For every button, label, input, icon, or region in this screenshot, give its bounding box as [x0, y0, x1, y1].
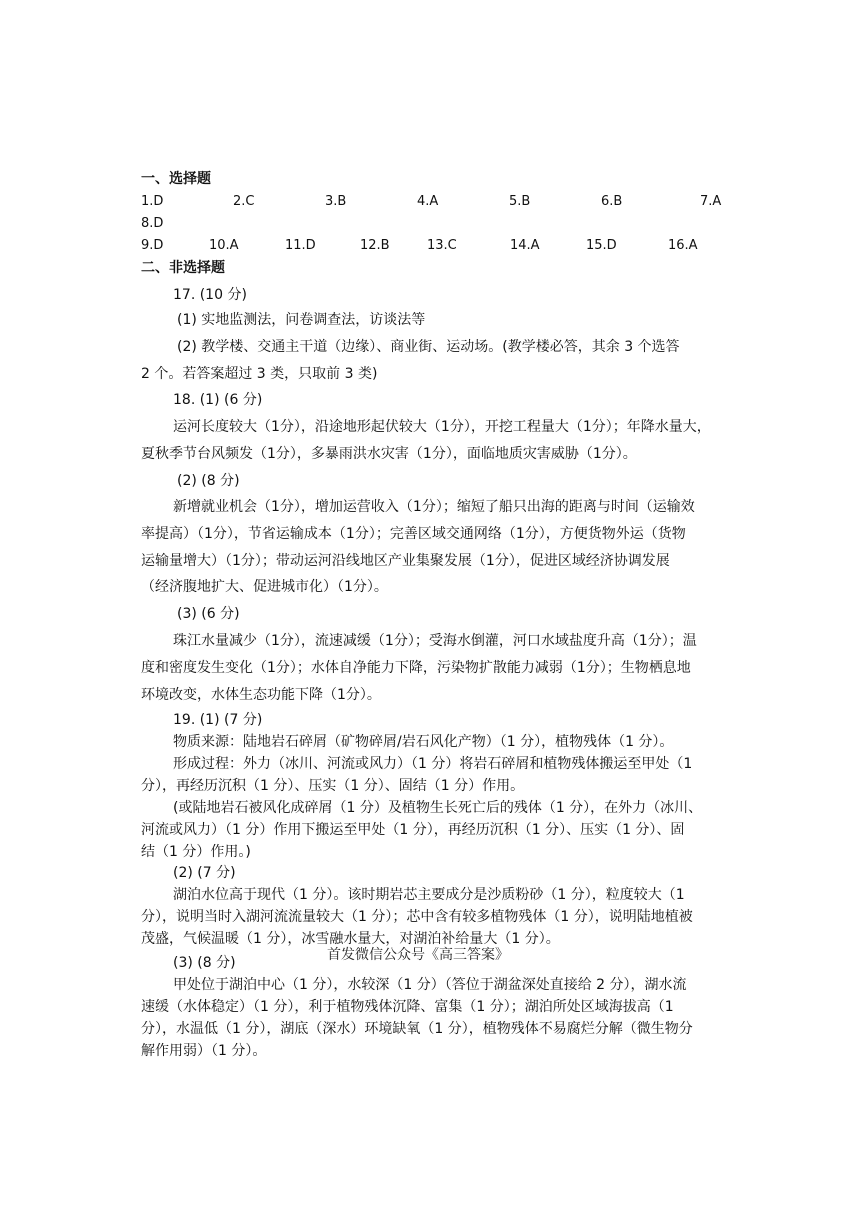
answer-item: 12.B	[360, 238, 390, 253]
answer-item: 3.B	[325, 194, 347, 209]
q19-heading: 19. (1) (7 分)	[173, 712, 263, 728]
answer-item: 6.B	[601, 194, 623, 209]
q18-part1-line2: 夏秋季节台风频发（1分），多暴雨洪水灾害（1分），面临地质灾害威胁（1分）。	[141, 446, 637, 462]
q19-part1-alt-line2: 河流或风力）（1 分）作用下搬运至甲处（1 分），再经历沉积（1 分）、压实（1 分）、固	[141, 822, 685, 838]
q18-part3-heading: (3) (6 分)	[177, 606, 240, 622]
q19-part3-line1: 甲处位于湖泊中心（1 分），水较深（1 分）（答位于湖盆深处直接给 2 分），湖水流	[173, 977, 687, 993]
q19-part3-line2: 速缓（水体稳定）（1 分），利于植物残体沉降、富集（1 分）；湖泊所处区域海拔高（1	[141, 999, 674, 1015]
q17-part1: (1) 实地监测法，问卷调查法，访谈法等	[177, 312, 426, 328]
q19-part3-line4: 解作用弱）（1 分）。	[141, 1043, 267, 1059]
answer-item: 14.A	[510, 238, 540, 253]
answer-item: 11.D	[285, 238, 316, 253]
q17-heading: 17. (10 分)	[173, 287, 247, 303]
q19-part1-source: 物质来源：陆地岩石碎屑（矿物碎屑/岩石风化产物）（1 分），植物残体（1 分）。	[173, 734, 674, 750]
answer-item: 9.D	[141, 238, 164, 253]
q19-part1-alt-line1: (或陆地岩石被风化成碎屑（1 分）及植物生长死亡后的残体（1 分），在外力（冰川、	[173, 800, 703, 816]
q18-part1-line1: 运河长度较大（1分），沿途地形起伏较大（1分），开挖工程量大（1分）；年降水量大，	[173, 419, 711, 435]
q18-part2-line1: 新增就业机会（1分），增加运营收入（1分）；缩短了船只出海的距离与时间（运输效	[173, 499, 695, 515]
q18-heading: 18. (1) (6 分)	[173, 392, 263, 408]
answer-item: 7.A	[700, 194, 722, 209]
q19-part2-heading: (2) (7 分)	[173, 865, 236, 881]
answer-item: 16.A	[668, 238, 698, 253]
q18-part2-line3: 运输量增大）（1分）；带动运河沿线地区产业集聚发展（1分），促进区域经济协调发展	[141, 553, 670, 569]
q19-part2-line2: 分），说明当时入湖河流流量较大（1 分）；芯中含有较多植物残体（1 分），说明陆地植被	[141, 909, 693, 925]
section-title-nonchoice: 二、非选择题	[141, 260, 225, 276]
q19-part1-alt-line3: 结（1 分）作用。)	[141, 844, 251, 860]
q18-part2-line2: 率提高）（1分），节省运输成本（1分）；完善区域交通网络（1分），方便货物外运（货物	[141, 526, 686, 542]
q18-part3-line3: 环境改变，水体生态功能下降（1分）。	[141, 687, 381, 703]
q19-part3-line3: 分），水温低（1 分），湖底（深水）环境缺氧（1 分），植物残体不易腐烂分解（微生物分	[141, 1021, 693, 1037]
q19-part2-line1: 湖泊水位高于现代（1 分）。该时期岩芯主要成分是沙质粉砂（1 分），粒度较大（1	[173, 887, 685, 903]
answer-item: 13.C	[427, 238, 457, 253]
answer-item: 15.D	[586, 238, 617, 253]
answer-item: 4.A	[417, 194, 439, 209]
q19-part1-process-line2: 分），再经历沉积（1 分）、压实（1 分）、固结（1 分）作用。	[141, 778, 525, 794]
q19-part1-process-line1: 形成过程：外力（冰川、河流或风力）（1 分）将岩石碎屑和植物残体搬运至甲处（1	[173, 756, 693, 772]
answer-item: 2.C	[233, 194, 255, 209]
q18-part3-line1: 珠江水量减少（1分），流速减缓（1分）；受海水倒灌，河口水域盐度升高（1分）；温	[173, 633, 697, 649]
q19-part3-heading: (3) (8 分)	[173, 955, 236, 971]
answer-item: 1.D	[141, 194, 164, 209]
q19-part2-line3: 茂盛，气候温暖（1 分），冰雪融水量大，对湖泊补给量大（1 分）。	[141, 931, 560, 947]
q17-part2-line1: (2) 教学楼、交通主干道（边缘）、商业街、运动场。(教学楼必答，其余 3 个选答	[177, 339, 680, 355]
watermark-text: 首发微信公众号《高三答案》	[327, 947, 509, 963]
answer-item: 8.D	[141, 216, 164, 231]
q18-part2-line4: （经济腹地扩大、促进城市化）（1分）。	[141, 579, 388, 595]
section-title-choice: 一、选择题	[141, 171, 211, 187]
q18-part2-heading: (2) (8 分)	[177, 473, 240, 489]
answer-item: 5.B	[509, 194, 531, 209]
q18-part3-line2: 度和密度发生变化（1分）；水体自净能力下降，污染物扩散能力减弱（1分）；生物栖息地	[141, 660, 691, 676]
answer-item: 10.A	[209, 238, 239, 253]
q17-part2-line2: 2 个。若答案超过 3 类，只取前 3 类)	[141, 366, 378, 382]
